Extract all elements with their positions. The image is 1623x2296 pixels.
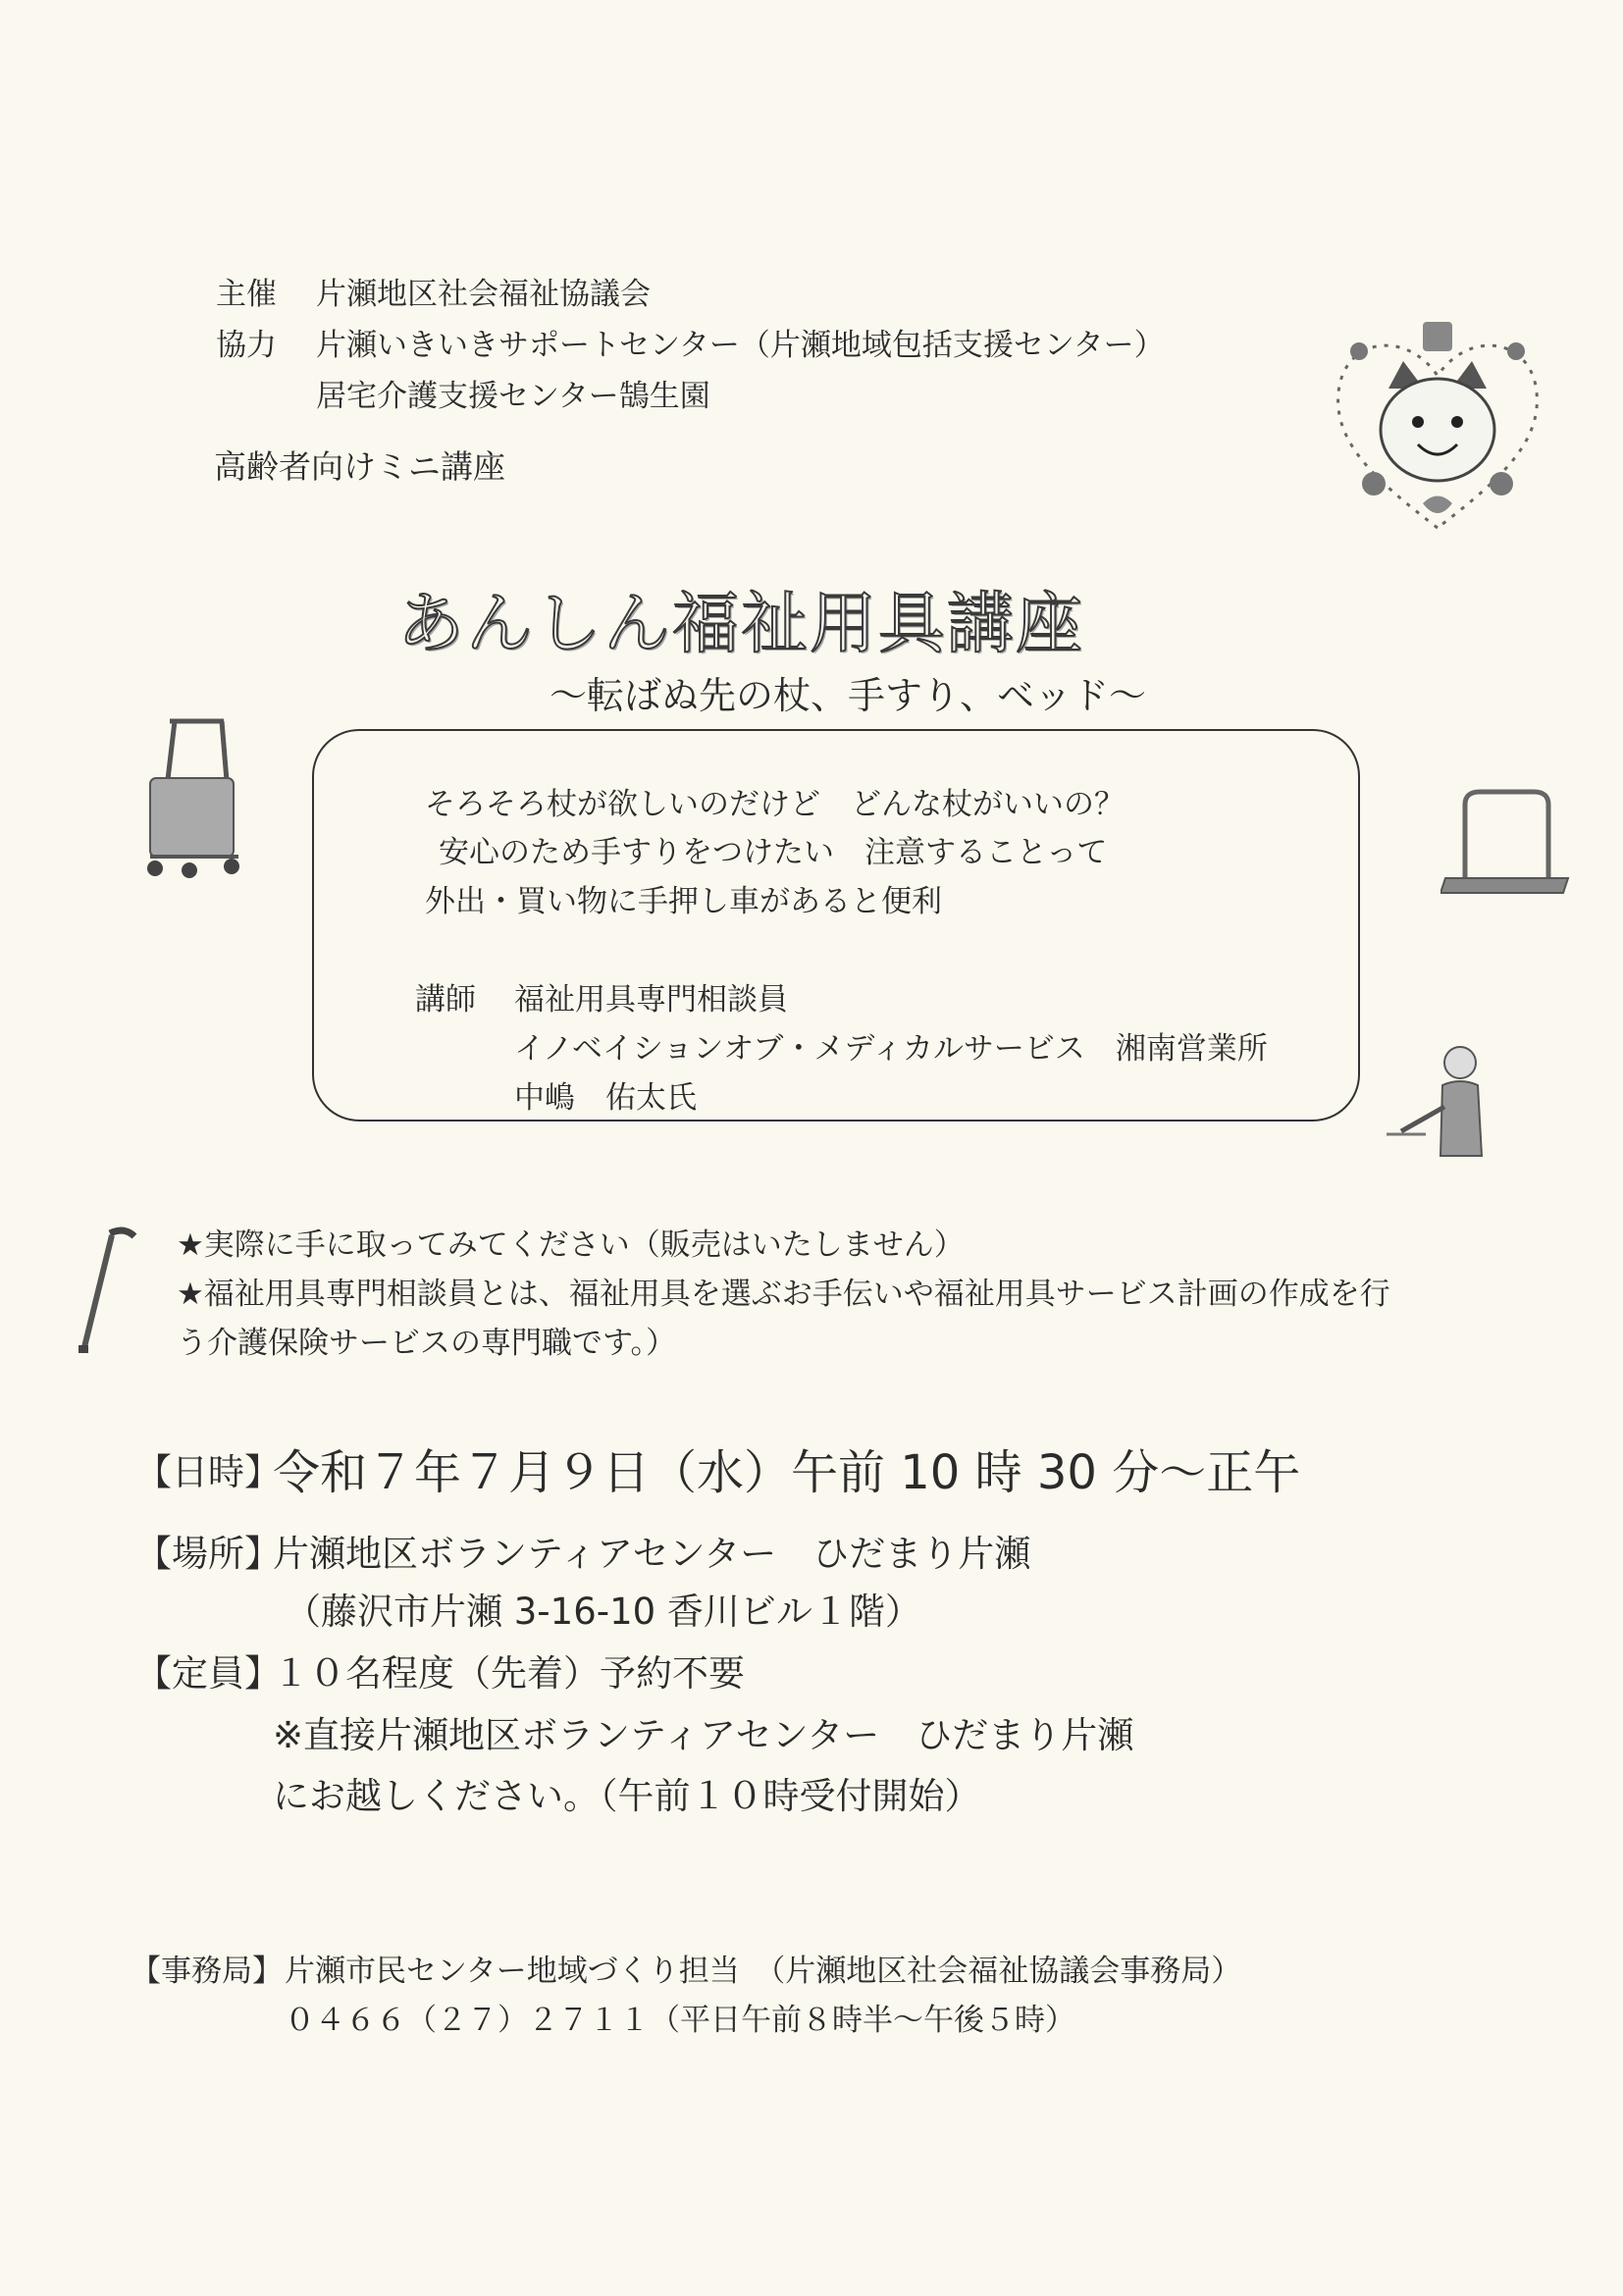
lecturer-line-1: 福祉用具専門相談員 <box>514 982 788 1018</box>
page-title: あんしん福祉用具講座 <box>397 586 1085 663</box>
box-line-1: そろそろ杖が欲しいのだけど どんな杖がいいの？ <box>425 787 1125 822</box>
capacity-note-2: にお越しください。（午前１０時受付開始） <box>273 1775 981 1817</box>
mini-course-label: 高齢者向けミニ講座 <box>214 447 505 486</box>
date-label: 【日時】 <box>135 1451 281 1493</box>
coop-line <box>216 320 1165 364</box>
date-value: 令和７年７月９日（水）午前 10 時 30 分～正午 <box>273 1445 1301 1500</box>
place-value: 片瀬地区ボランティアセンター ひだまり片瀬 <box>273 1533 1031 1575</box>
host-line <box>216 269 651 313</box>
handrail-icon <box>1440 780 1573 903</box>
office-name: 片瀬市民センター地域づくり担当 （片瀬地区社会福祉協議会事務局） <box>285 1954 1242 1989</box>
note-2: ★福祉用具専門相談員とは、福祉用具を選ぶお手伝いや福祉用具サービス計画の作成を行 <box>177 1277 1390 1312</box>
mascot-icon <box>1315 312 1560 548</box>
walker-cart-icon <box>135 711 248 883</box>
place-address: （藤沢市片瀬 3-16-10 香川ビル１階） <box>285 1591 921 1633</box>
page-subtitle: ～転ばぬ先の杖、手すり、ベッド～ <box>550 674 1147 717</box>
capacity-note-1: ※直接片瀬地区ボランティアセンター ひだまり片瀬 <box>273 1714 1134 1756</box>
capacity-value: １０名程度（先着）予約不要 <box>273 1652 745 1695</box>
capacity-label: 【定員】 <box>135 1652 281 1695</box>
host-name: 片瀬地区社会福祉協議会 <box>316 277 651 312</box>
lecturer-line-2: イノベイションオブ・メディカルサービス 湘南営業所 <box>514 1031 1268 1067</box>
coop-name-2: 居宅介護支援センター鵠生園 <box>316 379 710 414</box>
place-label: 【場所】 <box>135 1533 281 1575</box>
office-label: 【事務局】 <box>131 1954 283 1989</box>
cane-icon <box>71 1222 149 1359</box>
coop-name-1: 片瀬いきいきサポートセンター（片瀬地域包括支援センター） <box>316 328 1165 363</box>
host-label: 主催 <box>216 277 277 312</box>
coop-label: 協力 <box>216 328 277 363</box>
lecturer-line-3: 中嶋 佑太氏 <box>514 1080 697 1116</box>
lecturer-label: 講師 <box>415 982 476 1018</box>
elderly-person-icon <box>1382 1038 1499 1166</box>
office-phone: ０４６６（２７）２７１１（平日午前８時半～午後５時） <box>285 2003 1075 2038</box>
box-line-3: 外出・買い物に手押し車があると便利 <box>425 884 942 919</box>
note-1: ★実際に手に取ってみてください（販売はいたしません） <box>177 1227 965 1263</box>
note-3: う介護保険サービスの専門職です。） <box>177 1326 677 1361</box>
box-line-2: 安心のため手すりをつけたい 注意することって <box>439 835 1108 870</box>
